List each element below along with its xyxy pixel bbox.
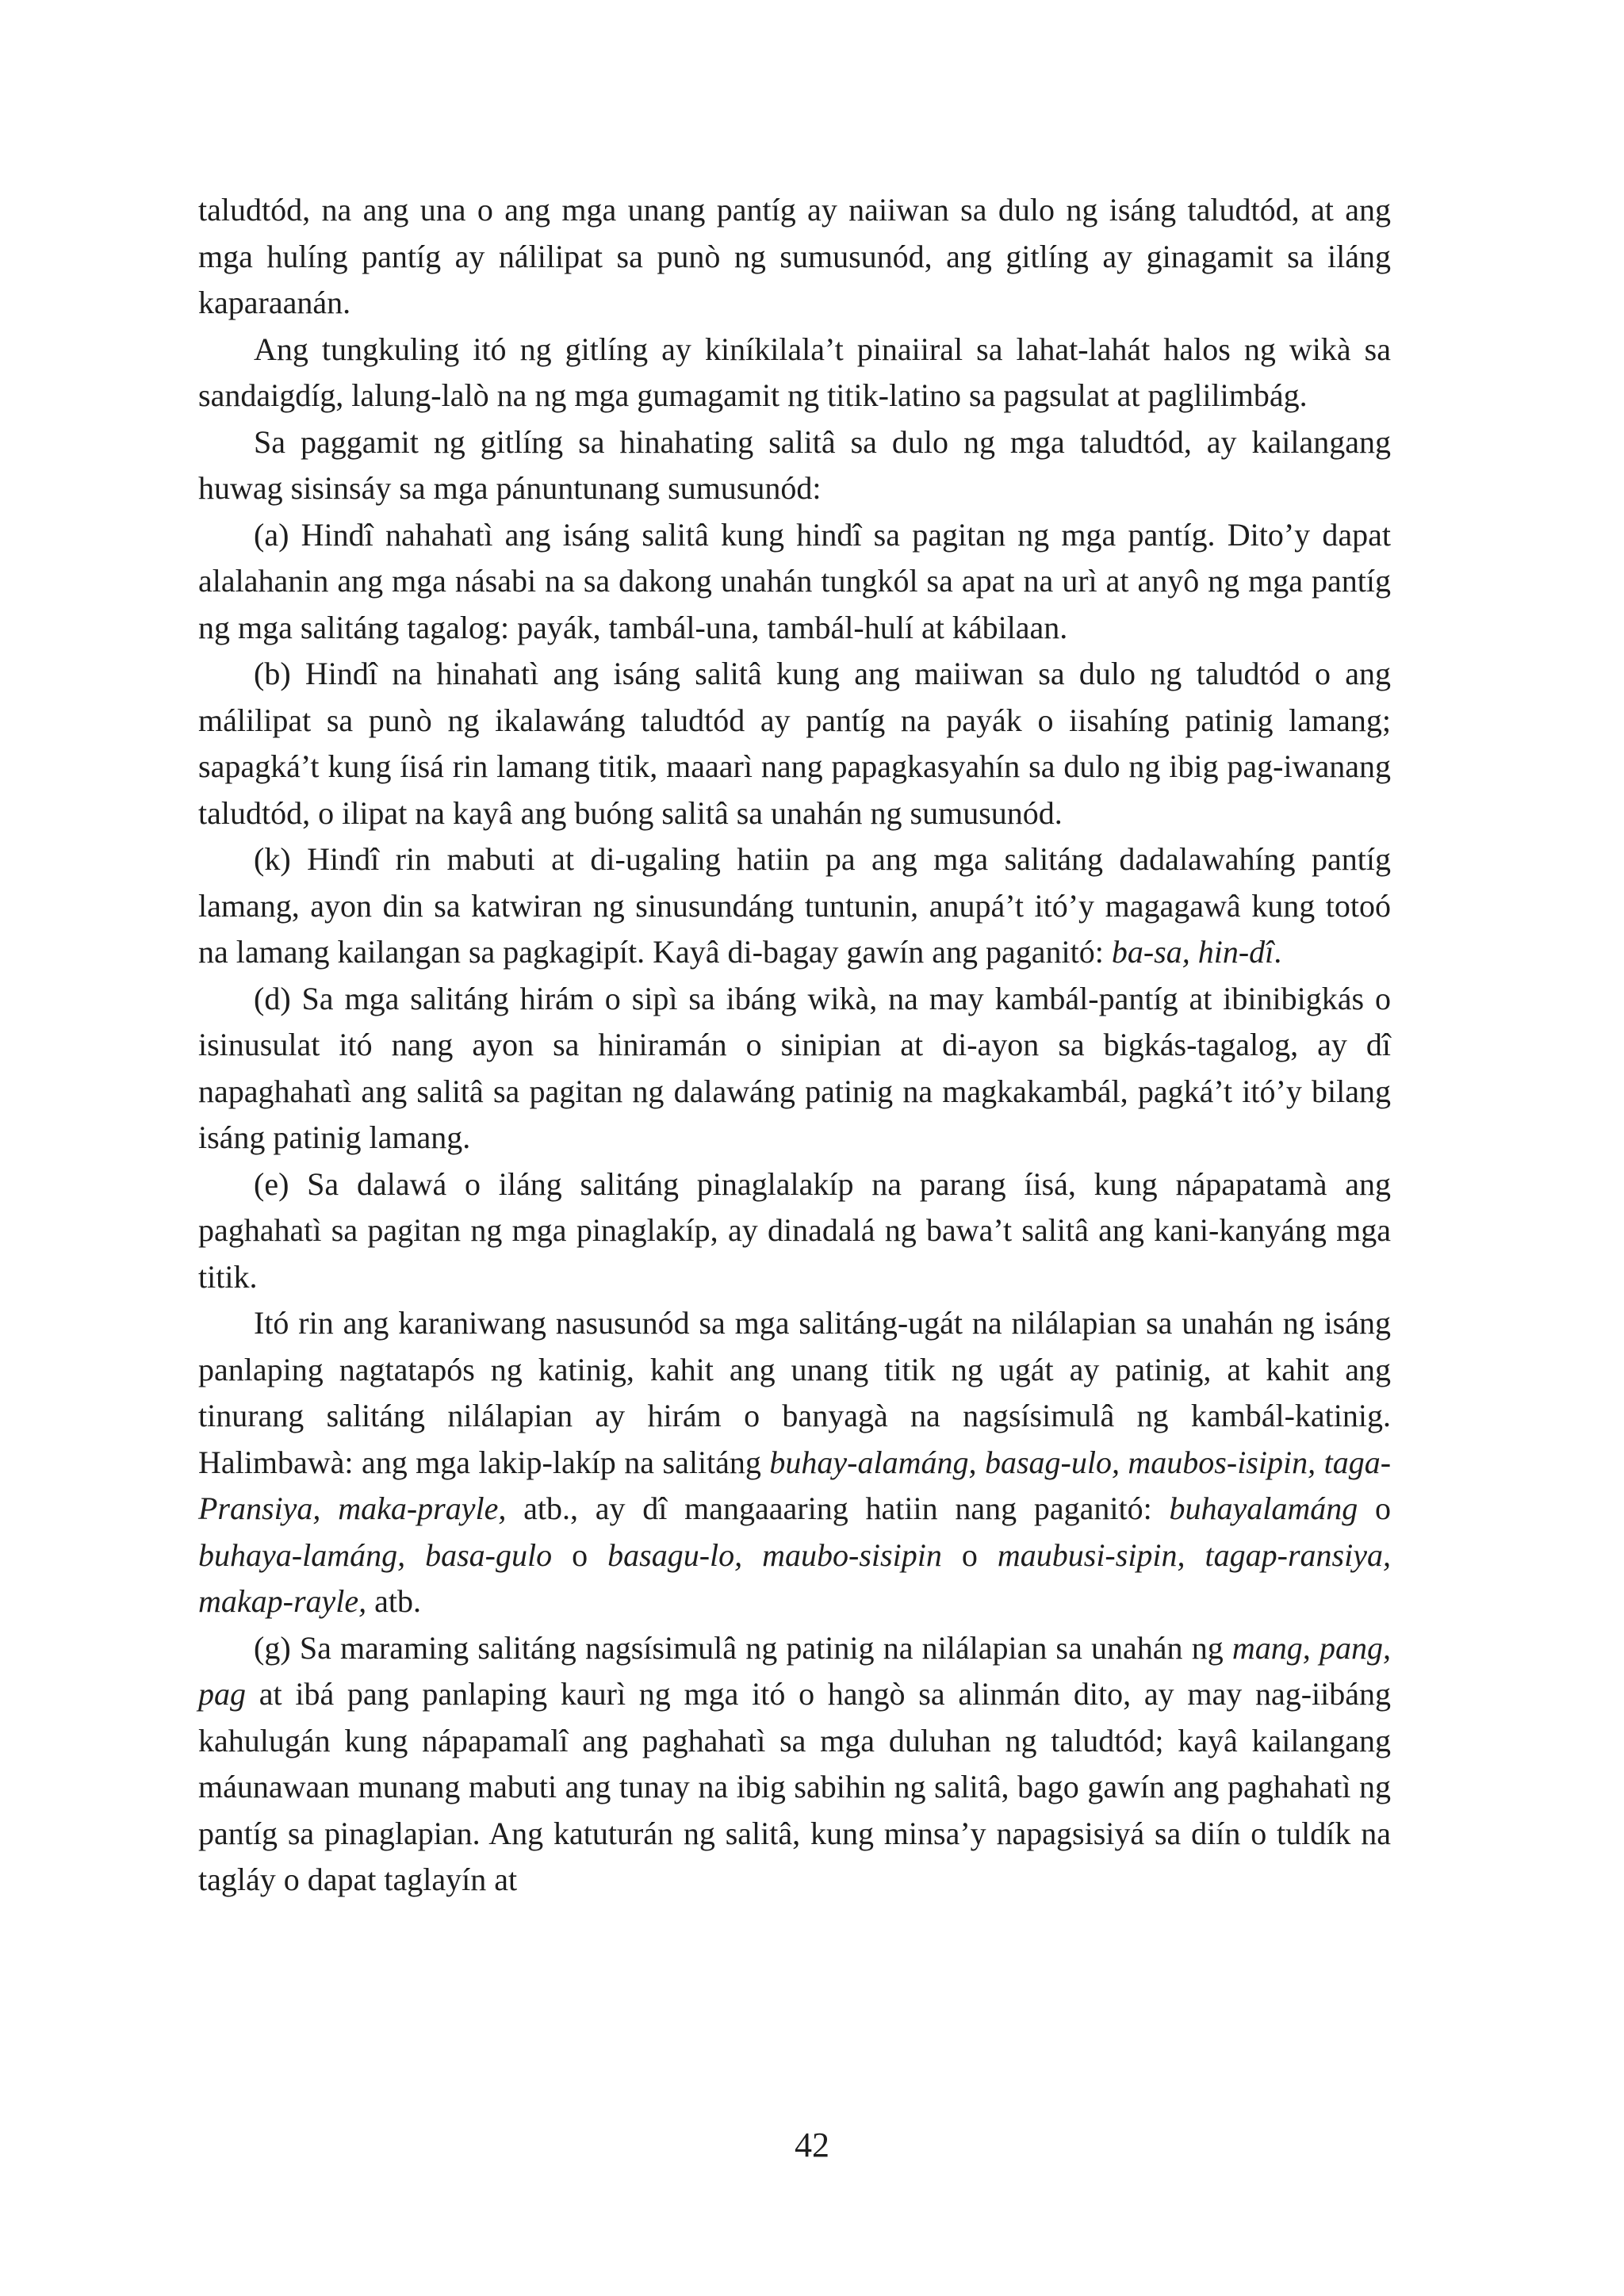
text-run: . (1274, 934, 1282, 970)
text-run: (d) Sa mga salitáng hirám o sipì sa ibáng wikà, na may kambál-pantíg at ibinibigkás o isinusulat itó nang ayon sa hiniramán o sinipian at di-ayon sa bigkás-tagalog, ay dî napaghahatì ang salitâ sa pagitan ng dalawáng patinig na magkakambál, pagká’t itó’y bilang isáng patinig lamang. (198, 980, 1391, 1155)
text-run: atb., ay dî mangaaaring hatiin nang paganitó: (506, 1490, 1170, 1526)
paragraph (198, 419, 1391, 512)
italic-text: mang, pang, pag (198, 1629, 1391, 1712)
text-run: o (1358, 1490, 1391, 1526)
italic-text: buhayalamáng (1169, 1490, 1358, 1526)
text-run: (k) Hindî rin mabuti at di-ugaling hatiin pa ang mga salitáng dadalawahíng pantíg lamang, ayon din sa katwiran ng sinusundáng tuntunin, anupá’t itó’y magagawâ kung totoó na lamang kailangan sa pagkagipít. Kayâ di-bagay gawín ang paganitó: (198, 841, 1391, 970)
text-run: Ang tungkuling itó ng gitlíng ay kiníkilala’t pinaiiral sa lahat-lahát halos ng wikà sa sandaigdíg, lalung-lalò na ng mga gumagamit ng titik-latino sa pagsulat at paglilimbág. (198, 331, 1391, 413)
paragraph (198, 1161, 1391, 1301)
body-text (198, 187, 1391, 1904)
text-run: at ibá pang panlaping kaurì ng mga itó o hangò sa alinmán dito, ay may nag-iibáng kahulugán kung nápapamalî ang paghahatì sa mga duluhan ng taludtód; kayâ kailangang máunawaan munang mabuti ang tunay na ibig sabihin ng salitâ, bago gawín ang paghahatì ng pantíg sa pinaglapian. Ang katuturán ng salitâ, kung minsa’y napagsisiyá sa diín o tuldík na tagláy o dapat taglayín at (198, 1676, 1391, 1897)
paragraph (198, 327, 1391, 419)
text-run: (e) Sa dalawá o iláng salitáng pinaglalakíp na parang íisá, kung nápapatamà ang paghahatì sa pagitan ng mga pinaglakíp, ay dinadalá ng bawa’t salitâ ang kani-kanyáng mga titik. (198, 1165, 1391, 1295)
italic-text: basagu-lo, maubo-sisipin (607, 1536, 942, 1573)
text-run: (g) Sa maraming salitáng nagsísimulâ ng patinig na nilálapian sa unahán ng (254, 1629, 1232, 1666)
page-number: 42 (795, 2126, 829, 2164)
paragraph (198, 512, 1391, 652)
text-run: (b) Hindî na hinahatì ang isáng salitâ kung ang maiiwan sa dulo ng taludtód o ang málilipat sa punò ng ikalawáng taludtód ay pantíg na payák o iisahíng patinig lamang; sapagká’t kung íisá rin lamang titik, maaarì nang papagkasyahín sa dulo ng ibig pag-iwanang taludtód, o ilipat na kayâ ang buóng salitâ sa unahán ng sumusunód. (198, 656, 1391, 831)
paragraph (198, 651, 1391, 836)
italic-text: buhaya-lamáng, basa-gulo (198, 1536, 553, 1573)
italic-text: buhay-alamáng, basag-ulo, maubos-isipin, taga-Pransiya, maka-prayle, (198, 1444, 1392, 1526)
italic-text: maubusi-sipin, tagap-ransiya, makap-rayle, (198, 1536, 1391, 1619)
text-run: (a) Hindî nahahatì ang isáng salitâ kung hindî sa pagitan ng mga pantíg. Dito’y dapat alalahanin ang mga násabi na sa dakong unahán tungkól sa apat na urì at anyô ng mga pantíg ng mga salitáng tagalog: payák, tambál-una, tambál-hulí at kábilaan. (198, 516, 1391, 645)
italic-text: ba-sa, hin-dî (1111, 934, 1274, 970)
text-run: Sa paggamit ng gitlíng sa hinahating salitâ sa dulo ng mga taludtód, ay kailangang huwag sisinsáy sa mga pánuntunang sumusunód: (198, 423, 1391, 506)
paragraph (198, 187, 1391, 327)
paragraph (198, 1300, 1391, 1625)
paragraph (198, 976, 1391, 1161)
text-run: Itó rin ang karaniwang nasusunód sa mga salitáng-ugát na nilálapian sa unahán ng isáng panlaping nagtatapós ng katinig, kahit ang unang titik ng ugát ay patinig, at kahit ang tinurang salitáng nilálapian ay hirám o banyagà na nagsísimulâ ng kambál-katinig. Halimbawà: ang mga lakip-lakíp na salitáng (198, 1305, 1391, 1480)
text-run: o (552, 1536, 608, 1573)
text-run: o (941, 1536, 998, 1573)
paragraph (198, 1625, 1391, 1904)
paragraph (198, 836, 1391, 976)
text-run: taludtód, na ang una o ang mga unang pantíg ay naiiwan sa dulo ng isáng taludtód, at ang mga hulíng pantíg ay nálilipat sa punò ng sumusunód, ang gitlíng ay ginagamit sa iláng kaparaanán. (198, 192, 1391, 320)
text-run: atb. (366, 1583, 422, 1619)
